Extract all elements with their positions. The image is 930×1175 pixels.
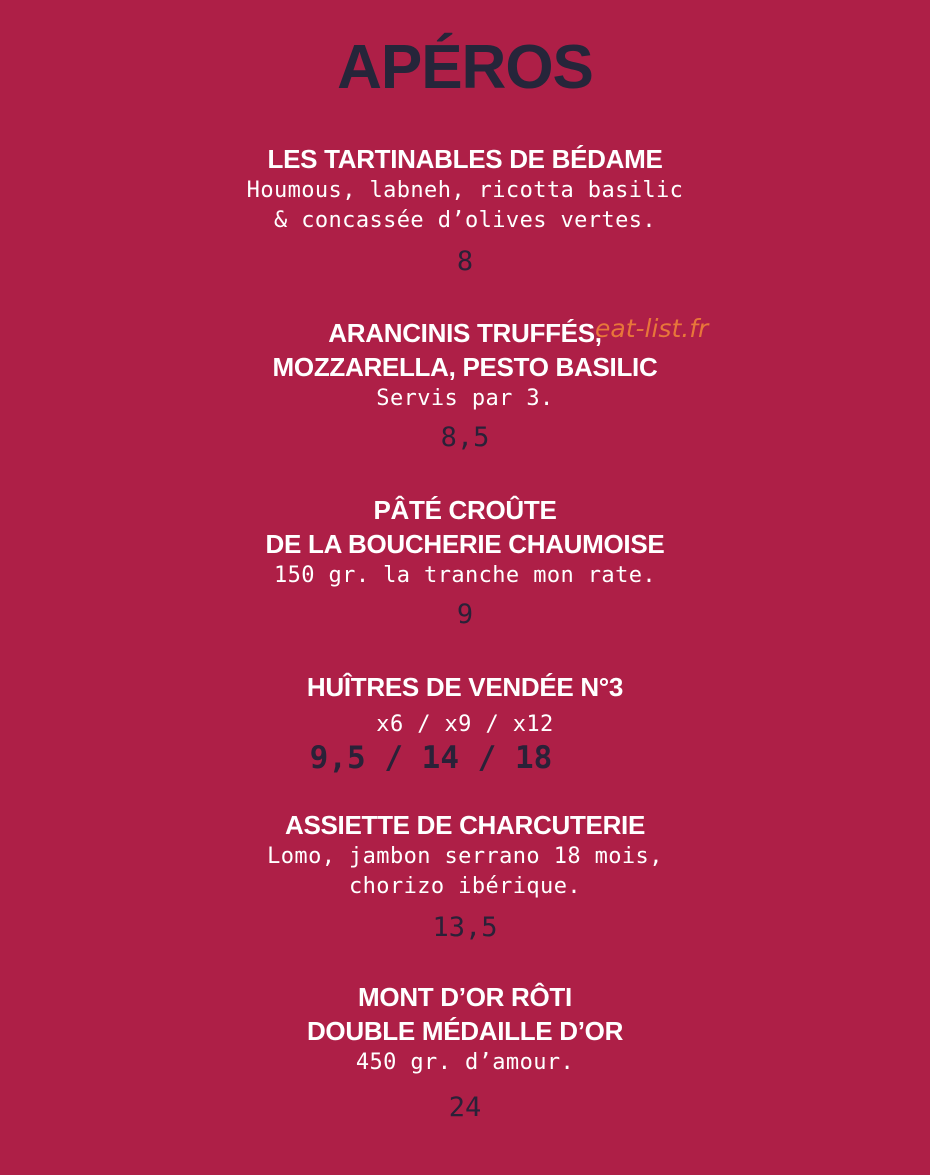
menu-item-tartinables [0, 142, 930, 280]
item-description: x6 / x9 / x12 [376, 712, 554, 737]
item-name: ASSIETTE DE CHARCUTERIE [284, 810, 646, 840]
item-price: 24 [448, 1092, 482, 1123]
item-name: MONT D’OR RÔTI [358, 982, 572, 1012]
menu-item-huitres [0, 670, 930, 776]
item-name: ARANCINIS TRUFFÉS, [328, 318, 602, 348]
item-description: Servis par 3. [376, 386, 554, 411]
watermark-text: eat-list.fr [595, 314, 709, 343]
item-description: 450 gr. d’amour. [355, 1050, 575, 1075]
item-name: DE LA BOUCHERIE CHAUMOISE [265, 529, 665, 559]
item-price: 8 [456, 246, 474, 277]
item-description: & concassée d’olives vertes. [273, 208, 657, 233]
item-name: DOUBLE MÉDAILLE D’OR [306, 1016, 624, 1046]
item-name: LES TARTINABLES DE BÉDAME [267, 144, 663, 174]
item-price: 13,5 [432, 912, 498, 943]
menu-item-mont-dor [0, 980, 930, 1126]
item-description: Lomo, jambon serrano 18 mois, [267, 844, 663, 869]
item-price: 9 [456, 599, 474, 630]
item-price: 9,5 / 14 / 18 [309, 740, 553, 776]
item-name: MOZZARELLA, PESTO BASILIC [272, 352, 658, 382]
item-name: PÂTÉ CROÛTE [373, 495, 557, 525]
item-description: 150 gr. la tranche mon rate. [273, 563, 657, 588]
item-price: 8,5 [440, 422, 490, 453]
item-description: Houmous, labneh, ricotta basilic [246, 178, 684, 203]
menu-item-pate-croute [0, 493, 930, 633]
item-name: HUÎTRES DE VENDÉE N°3 [306, 672, 624, 702]
menu-item-arancinis [0, 316, 930, 456]
item-description: chorizo ibérique. [349, 874, 581, 899]
menu-title: APÉROS [337, 33, 593, 102]
menu-item-charcuterie [0, 808, 930, 946]
